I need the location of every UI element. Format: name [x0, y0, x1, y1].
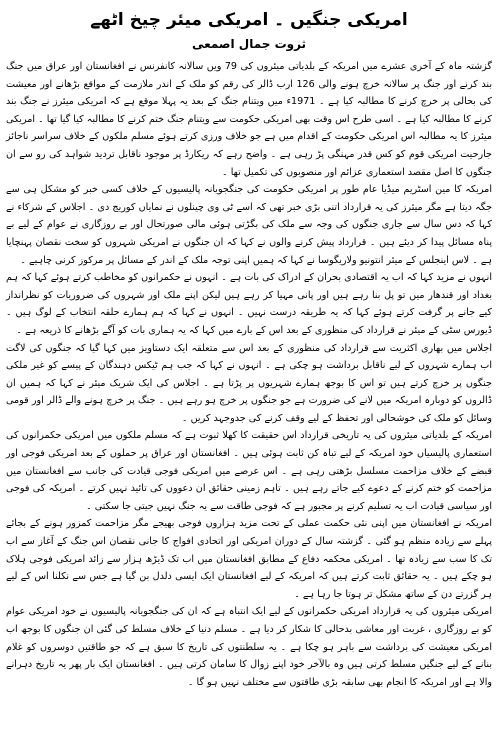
article-paragraph: امریکہ نے افغانستان میں اپنی نئی حکمت عملی کے تحت مزید ہزاروں فوجی بھیجے مگر مزاحمت کمزور ہونے کے بجائے پہلے سے زیادہ منظم ہو گئی ۔ گزشتہ سال کے دوران امریکی اور اتحادی افواج کا جانی نقصان اس جنگ کے آغاز سے اب تک کا سب سے زیادہ تھا ۔ امریکی محکمہ دفاع کے مطابق افغانستان میں اب تک ڈیڑھ ہزار سے زائد امریکی فوجی ہلاک ہو چکے ہیں ۔ یہ حقائق ثابت کرتے ہیں کہ امریکہ کے لیے افغانستان ایک ایسی دلدل بن گیا ہے جس سے نکلنا اس کے لیے ہر گزرتے دن کے ساتھ مشکل تر ہوتا جا رہا ہے ۔	[6, 518, 492, 600]
article-byline: ثروت جمال اصمعی	[191, 37, 307, 51]
article-paragraph: امریکہ کا مین اسٹریم میڈیا عام طور پر امریکی حکومت کی جنگجویانہ پالیسیوں کے خلاف کسی خبر کو مشکل ہی سے جگہ دیتا ہے مگر میئرز کی یہ قرارداد اتنی بڑی خبر تھی کہ اسے ٹی وی چینلوں نے نمایاں کوریج دی ۔ اجلاس کے شرکاء نے کہا کہ دس سال سے جاری جنگوں کی وجہ سے ملک کی بگڑتی ہوئی مالی صورتحال اور بے روزگاری نے عوام کے لیے بے پناہ مسائل پیدا کر دیئے ہیں ۔ قرارداد پیش کرنے والوں نے کہا کہ ان جنگوں نے امریکی شہروں کو سخت نقصان پہنچایا ہے ۔ لاس اینجلس کے میئر انتونیو ولاریگوسا نے کہا کہ ہمیں اپنی توجہ ملک کے اندر کے مسائل پر مرکوز کرنی چاہیے ۔	[6, 184, 492, 266]
article-paragraph: انہوں نے مزید کہا کہ اب یہ اقتصادی بحران کے ادراک کی بات ہے ۔ انہوں نے حکمرانوں کو مخاطب کرتے ہوئے کہا کہ ہم بغداد اور قندھار میں تو پل بنا رہے ہیں اور پانی مہیا کر رہے ہیں لیکن اپنے ملک اور شہروں کی ضروریات کو نظرانداز کیے جانے پر گرفت کرتے ہوئے کہا کہ یہ طریقہ درست نہیں ۔ انہوں نے کہا کہ ہم ہمارے حلقہ انتخاب کے لوگ ہیں ۔ ڈیورس سٹی کے میئر نے قرارداد کی منظوری کے بعد اس کے بارے میں کہا کہ یہ ہماری بات کو آگے بڑھانے کا ذریعہ ہے ۔	[6, 272, 492, 336]
article-paragraph: گزشتہ ماہ کے آخری عشرے میں امریکہ کے بلدیاتی میئروں کی 79 ویں سالانہ کانفرنس نے افغانستان اور عراق میں جنگ بند کرنے اور جنگ پر سالانہ خرچ ہونے والی 126 ارب ڈالر کی رقم کو ملک کے اندر ملازمت کے مواقع بڑھانے اور معیشت کی بحالی پر خرچ کرنے کا مطالبہ کیا ہے ۔ 1971ء میں ویتنام جنگ کے بعد یہ پہلا موقع ہے کہ امریکی میئرز نے جنگ بند کرنے کا مطالبہ کیا ہے ۔ اسی طرح اس وقت بھی امریکی حکومت سے ویتنام جنگ ختم کرنے کا مطالبہ کیا گیا تھا ۔ امریکی میئرز کا یہ مطالبہ اس امریکی حکومت کے اقدام میں ہے جو خلاف ورزی کرتے ہوئے مسلم ملکوں کے خلاف سراسر ناجائز جارحیت امریکی قوم کو کس قدر مہنگی پڑ رہی ہے ۔ واضح رہے کہ ریکارڈ پر موجود ناقابل تردید شواہد کی رو سے ان جنگوں کا اصل مقصد استعماری عزائم اور منصوبوں کی تکمیل تھا ۔	[6, 61, 492, 178]
article-paragraph: اجلاس میں بھاری اکثریت سے قرارداد کی منظوری کے بعد اس سے متعلقہ ایک دستاویز میں کہا گیا کہ جنگوں کی لاگت اب ہمارے شہروں کے لیے ناقابل برداشت ہو چکی ہے ۔ انہوں نے کہا کہ جب ہم ٹیکس دہندگان کے پیسے کو غیر ملکی جنگوں پر خرچ کرتے ہیں تو اس کا بوجھ ہمارے شہریوں پر پڑتا ہے ۔ اجلاس کی ایک شریک میئر نے کہا کہ ہمیں ان ڈالروں کو دوبارہ امریکہ میں لانے کی ضرورت ہے جو جنگوں پر خرچ ہو رہے ہیں ۔ جنگ پر خرچ ہونے والے ڈالر اور قومی وسائل کو ملک کی خوشحالی اور تحفظ کے لیے وقف کرنے کی جدوجہد کریں ۔	[6, 342, 492, 424]
article-paragraph: امریکی میئروں کی یہ قرارداد امریکی حکمرانوں کے لیے ایک انتباہ ہے کہ ان کی جنگجویانہ پالیسیوں نے خود امریکی عوام کو بے روزگاری ، غربت اور معاشی بدحالی کا شکار کر دیا ہے ۔ مسلم دنیا کے خلاف مسلط کی گئی ان جنگوں کا بوجھ اب امریکی معیشت کی برداشت سے باہر ہو چکا ہے ۔ یہ سلطنتوں کی تاریخ کا سبق ہے کہ جو طاقتیں دوسروں کو غلام بنانے کے لیے جنگیں مسلط کرتی ہیں وہ بالآخر خود اپنے زوال کا سامان کرتی ہیں ۔ افغانستان ایک بار پھر یہ تاریخ دہرانے والا ہے اور امریکہ کا انجام بھی سابقہ بڑی طاقتوں سے مختلف نہیں ہو گا ۔	[6, 606, 492, 688]
article-body	[6, 58, 492, 691]
article-paragraph: امریکہ کے بلدیاتی میئروں کی یہ تاریخی قرارداد اس حقیقت کا کھلا ثبوت ہے کہ مسلم ملکوں میں امریکی حکمرانوں کی استعماری پالیسیاں خود امریکہ کے لیے تباہ کن ثابت ہوئی ہیں ۔ افغانستان اور عراق پر حملوں کے بعد امریکی فوجی اور قبضے کے خلاف مزاحمت مسلسل بڑھتی رہی ہے ۔ اس عرصے میں امریکی فوجی قیادت کی جانب سے افغانستان میں مزاحمت کو ختم کرنے کے دعوے کیے جاتے رہے ہیں ۔ تاہم زمینی حقائق ان دعووں کی تائید نہیں کرتے ۔ امریکہ کی فوجی اور سیاسی قیادت اب یہ تسلیم کرنے پر مجبور ہے کہ فوجی طاقت سے یہ جنگ نہیں جیتی جا سکتی ۔	[6, 430, 492, 512]
article-headline: امریکی جنگیں ۔ امریکی میئر چیخ اٹھے	[90, 10, 408, 30]
